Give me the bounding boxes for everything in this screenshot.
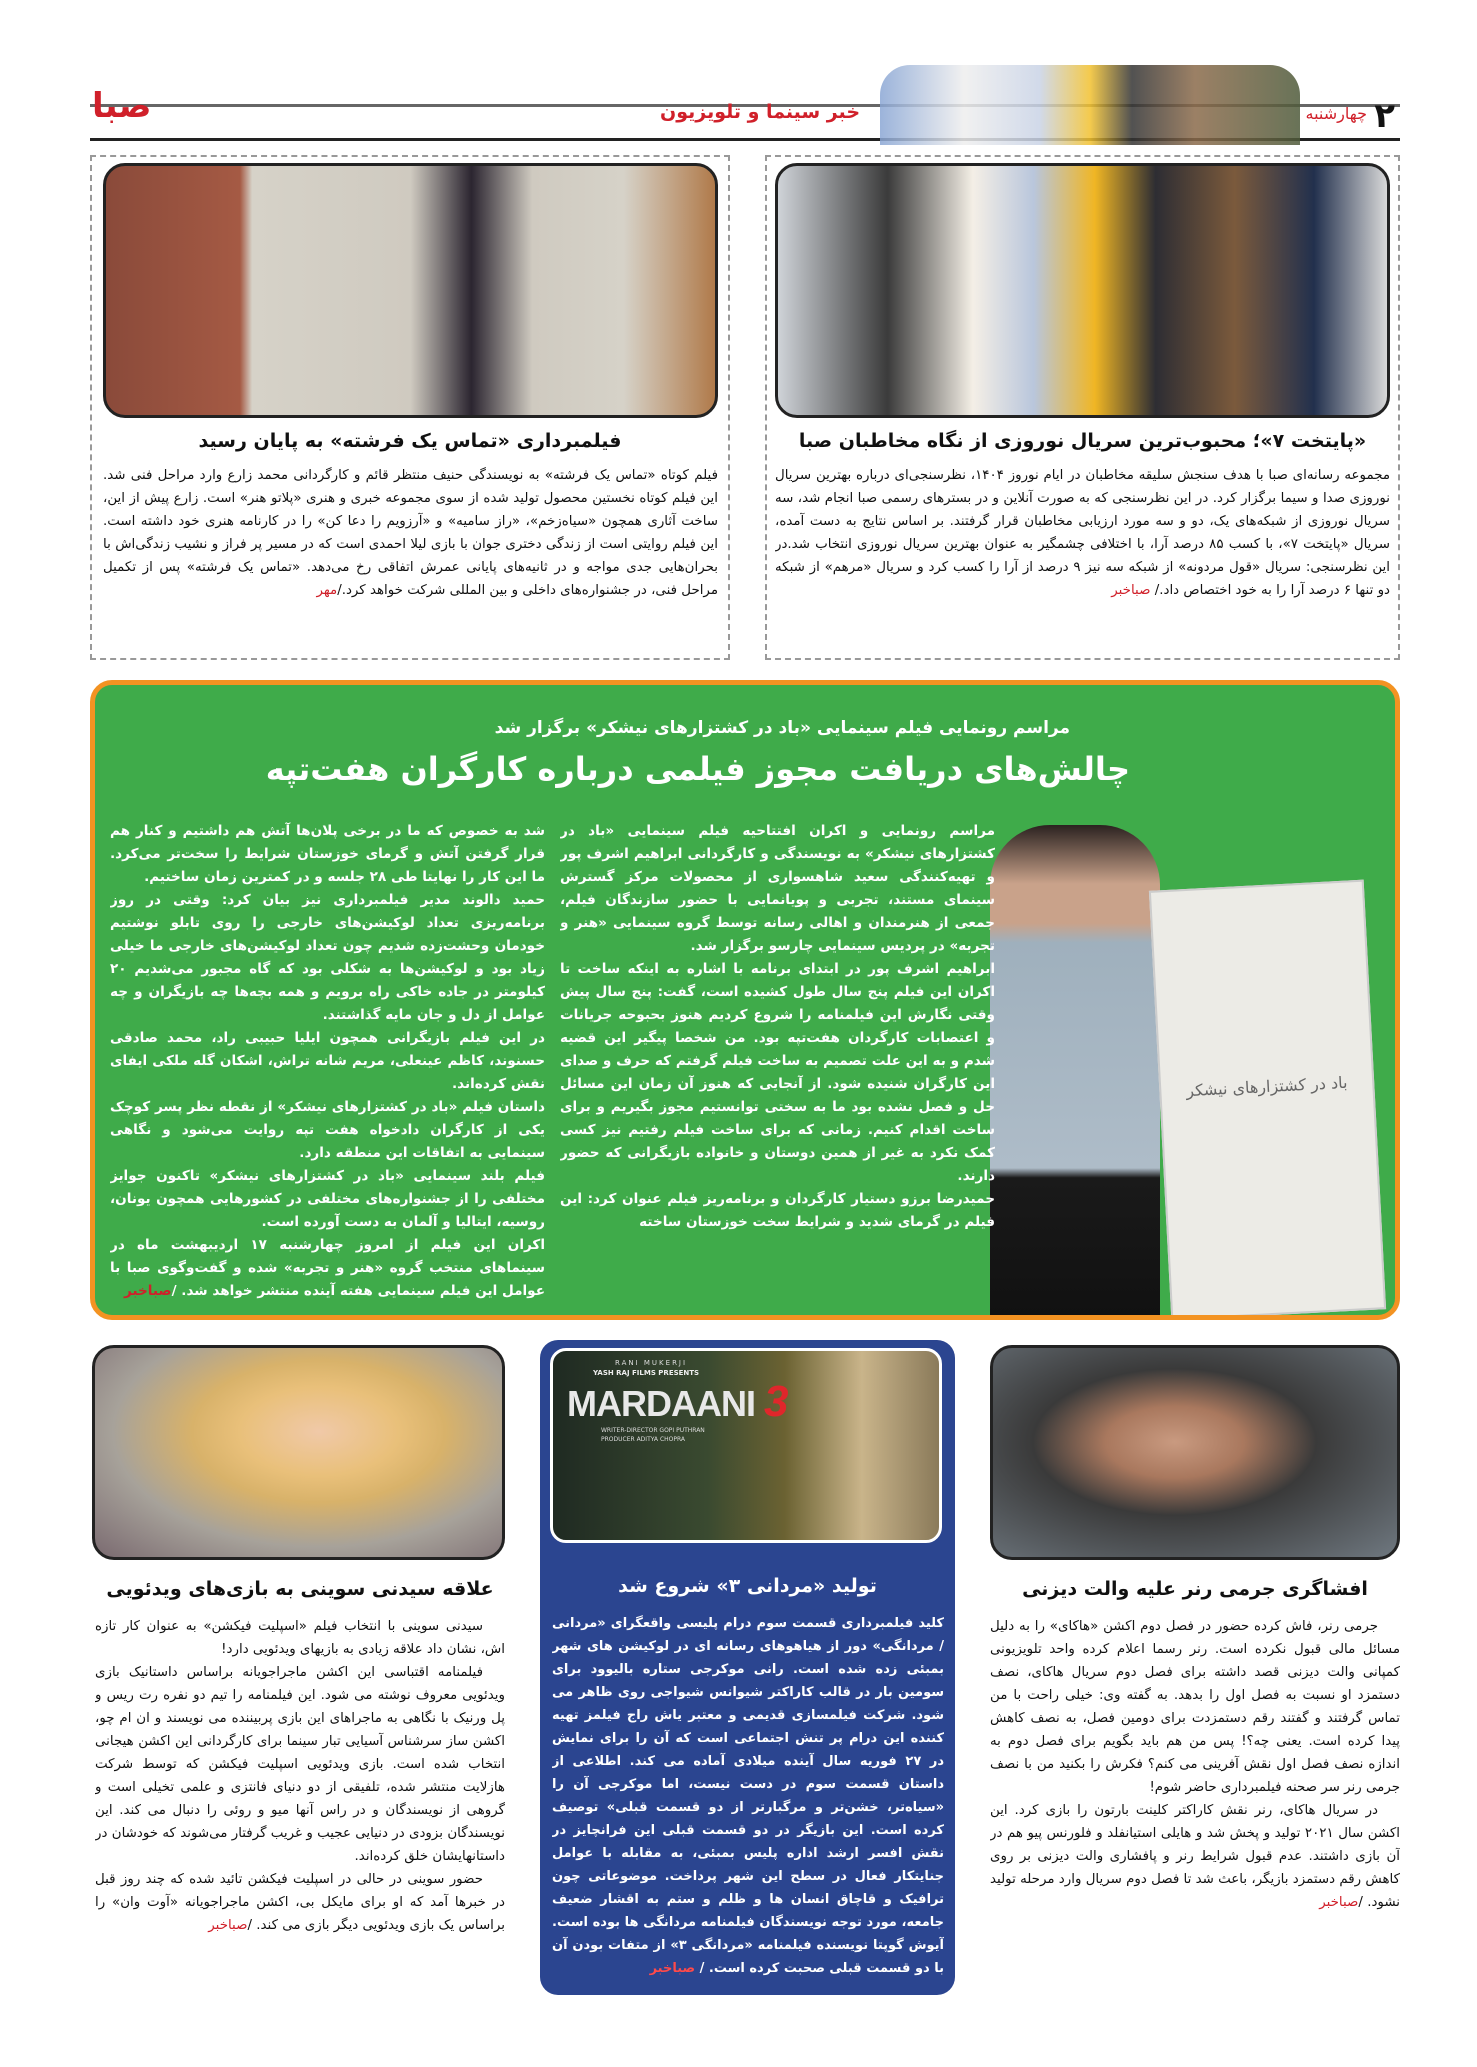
article-text: فیلم کوتاه «تماس یک فرشته» به نویسندگی حنیف منتظر قائم و کارگردانی محمد زارع وارد مراحل فنی شد. این فیلم کوتاه نخستین محصول تولید شده از سوی مجموعه خبری و هنری «پلاتو هنر» است. زارع پیش از این، ساخت آثاری همچون «سیاه‌زخم»، «راز سامیه» و «آرزویم را دعا کن» را در کارنامه هنری خود داشته است. این فیلم روایتی است از زندگی دختری جوان با بازی لیلا احمدی است که در مسیر پر فراز و نشیب زندگی‌اش با بحران‌هایی جدی مواجه و در ثانیه‌های پایانی عمرش اتفاقی رخ می‌دهد. «تماس یک فرشته» پس از تکمیل مراحل فنی، در جشنواره‌های داخلی و بین المللی شرکت خواهد کرد./ <box>103 468 718 598</box>
article-source: مهر <box>316 583 338 598</box>
mardaani-poster <box>550 1348 942 1543</box>
article-headline: افشاگری جرمی رنر علیه والت دیزنی <box>1022 1578 1368 1600</box>
feature-column-left <box>110 820 545 1310</box>
poster-studio: YASH RAJ FILMS PRESENTS <box>593 1369 700 1377</box>
article-source: صباخبر <box>1319 1895 1359 1910</box>
article-headline: تولید «مردانی ۳» شروع شد <box>618 1575 877 1597</box>
section-title: خبر سینما و تلویزیون <box>660 101 861 123</box>
feature-box <box>90 680 1400 1320</box>
article-headline: «پایتخت ۷»؛ محبوب‌ترین سریال نوروزی از نگاه مخاطبان صبا <box>798 430 1367 452</box>
feature-paragraph: فیلم بلند سینمایی «باد در کشتزارهای نیشکر» تاکنون جوایز مختلفی را از جشنواره‌های مختلفی در کشورهایی همچون یونان، روسیه، ایتالیا و آلمان به دست آورده است. <box>110 1168 545 1230</box>
article-body <box>95 1615 505 2000</box>
poster-director: WRITER-DIRECTOR GOPI PUTHRAN <box>601 1427 705 1434</box>
article-source: صباخبر <box>649 1961 696 1976</box>
poster-star: RANI MUKERJI <box>615 1359 688 1367</box>
feature-paragraph: حمید دالوند مدیر فیلمبرداری نیز بیان کرد: وقتی در روز برنامه‌ریزی تعداد لوکیشن‌های خارجی را روی تابلو نوشتیم خودمان وحشت‌زده شدیم چون تعداد لوکیشن‌های خارجی ما خیلی زیاد بود و لوکیشن‌ها به شکلی بود که گاه مجبور می‌شدیم ۲۰ کیلومتر در جاده خاکی راه برویم و همه بچه‌ها چه بازیگران و چه عوامل از دل و جان مایه گذاشتند. <box>110 892 545 1023</box>
feature-paragraph: مراسم رونمایی و اکران افتتاحیه فیلم سینمایی «باد در کشتزارهای نیشکر» به نویسندگی و کارگردانی ابراهیم اشرف پور و تهیه‌کنندگی سعید شاهسواری از محصولات مرکز گسترش سینمای مستند، تجربی و پویانمایی با حضور سازندگان فیلم، جمعی از هنرمندان و اهالی رسانه توسط گروه سینمایی «هنر و تجربه» در پردیس سینمایی چارسو برگزار شد. <box>560 823 995 954</box>
feature-paragraph: اکران این فیلم از امروز چهارشنبه ۱۷ اردیبهشت ماه در سینماهای منتخب گروه «هنر و تجربه» شده و گفت‌وگوی صبا با عوامل این فیلم سینمایی هفته آینده منتشر خواهد شد. / <box>110 1237 545 1299</box>
poster-producer: PRODUCER ADITYA CHOPRA <box>601 1436 686 1443</box>
feature-kicker: مراسم رونمایی فیلم سینمایی «باد در کشتزارهای نیشکر» برگزار شد <box>494 718 1070 738</box>
article-body <box>775 464 1390 654</box>
page-number: ۲ <box>1374 96 1395 136</box>
header-cast-photo <box>880 65 1300 145</box>
article-paragraph: سیدنی سوینی با انتخاب فیلم «اسپلیت فیکشن» به عنوان کار تازه اش، نشان داد علاقه زیادی به بازیهای ویدئویی دارد! <box>95 1619 505 1657</box>
article-body <box>990 1615 1400 2000</box>
film-poster <box>1149 880 1386 1320</box>
angel-call-still-photo <box>103 163 718 418</box>
article-source: صباخبر <box>208 1918 248 1933</box>
feature-paragraph: شد به خصوص که ما در برخی پلان‌ها آتش هم داشتیم و کنار هم قرار گرفتن آتش و گرمای خوزستان شرایط را سخت‌تر می‌کرد. ما این کار را نهایتا طی ۲۸ جلسه و در کمترین زمان ساختیم. <box>110 823 545 885</box>
sydney-sweeney-photo <box>92 1345 505 1560</box>
poster-title <box>567 1377 787 1427</box>
article-paragraph: در سریال هاکای، رنر نقش کاراکتر کلینت بارتون را بازی کرد. این اکشن سال ۲۰۲۱ تولید و پخش شد و هایلی استیانفلد و فلورنس پیو هم در آن بازی داشتند. عدم قبول شرایط رنر و پافشاری والت دیزنی بر روی کاهش رقم دستمزد بازیگر، باعث شد تا فصل دوم سریال وارد مرحله تولید نشود. / <box>990 1803 1400 1910</box>
article-paragraph: فیلمنامه اقتباسی این اکشن ماجراجویانه براساس داستانیک بازی ویدئویی معروف نوشته می شود. این فیلمنامه را تیم دو نفره رت ریس و پل ورنیک با نگاهی به ماجراهای این بازی پربیننده می نویسند و ان ام چو، اکشن ساز سرشناس آسیایی تبار سینما برای کارگردانی این اکشن هیجانی انتخاب شده است. بازی ویدئویی اسپلیت فیکشن که توسط شرکت هازلایت منتشر شده، تلفیقی از دو دنیای فانتزی و علمی تخیلی است و گروهی از نویسندگان و در راس آنها میو و روئی را دنبال می کند. این نویسندگان بزودی در دنیایی عجیب و غریب گرفتار می‌شوند که خودشان در داستانهایشان خلق کرده‌اند. <box>95 1665 505 1864</box>
newspaper-logo: صبا <box>92 86 152 126</box>
feature-paragraph: در این فیلم بازیگرانی همچون ایلیا حبیبی راد، محمد صادقی حسنوند، کاظم عینعلی، مریم شانه تراش، اشکان گله ملکی ایفای نقش کرده‌اند. <box>110 1030 545 1092</box>
article-source: صباخبر <box>1111 583 1151 598</box>
poster-title: باد در کشتزارهای نیشکر <box>1185 1072 1348 1101</box>
feature-paragraph: حمیدرضا برزو دستیار کارگردان و برنامه‌ریز فیلم عنوان کرد: این فیلم در گرمای شدید و شرایط سخت خوزستان ساخته <box>560 1191 995 1230</box>
mardaani-box <box>540 1340 955 1995</box>
jeremy-renner-photo <box>990 1345 1400 1560</box>
feature-paragraph: ابراهیم اشرف پور در ابتدای برنامه با اشاره به اینکه ساخت تا اکران این فیلم پنج سال طول کشیده است، گفت: پنج سال پیش وقتی نگارش این فیلمنامه را شروع کردیم هنوز بحبوحه جریانات و اعتصابات کارگردان هفت‌تپه بود. من شخصا پیگیر این قضیه شدم و به این علت تصمیم به ساخت فیلم گرفتم که حرف و صدای این کارگران شنیده شود. از آنجایی که هنوز آن زمان این مسائل حل و فصل نشده بود ما به سختی توانستیم مجوز بگیریم و برای ساخت اقدام کنیم. زمانی که برای ساخت فیلم رفتیم نیز کسی کمک نکرد به غیر از همین دوستان و خانواده بازیگرانی که حضور دارند. <box>560 961 995 1184</box>
article-text: مجموعه رسانه‌ای صبا با هدف سنجش سلیقه مخاطبان در ایام نوروز ۱۴۰۴، نظرسنجی‌ای درباره بهترین سریال نوروزی صدا و سیما برگزار کرد. در این نظرسنجی که به صورت آنلاین و در بسترهای رسمی صبا انجام شد، سه سریال نوروزی از شبکه‌های یک، دو و سه مورد ارزیابی مخاطبان قرار گرفتند. بر اساس نتایج به دست آمده، سریال «پایتخت ۷»، با کسب ۸۵ درصد آرا، با اختلافی چشمگیر به عنوان بهترین سریال نوروزی انتخاب شد.در این نظرسنجی: سریال «قول مردونه» از شبکه سه نیز ۹ درصد از آرا را کسب کرد و سریال «مرهم» از شبکه دو تنها ۶ درصد آرا را به خود اختصاص داد./ <box>775 468 1390 598</box>
article-text: کلید فیلمبرداری قسمت سوم درام پلیسی واقعگرای «مردانی / مردانگی» دور از هیاهوهای رسانه ای در لوکیشن های شهر بمبئی زده شده است. رانی موکرجی ستاره بالیوود برای سومین بار در قالب کاراکتر شیوانس شیواجی روی ظاهر می شود. شرکت فیلمسازی قدیمی و معتبر یاش راج فیلمز تهیه کننده این درام پر تنش اجتماعی است که آن را برای نمایش در ۲۷ فوریه سال آینده میلادی آماده می کند. اطلاعی از داستان قسمت سوم در دست نیست، اما موکرجی آن را «سیاه‌تر، خشن‌تر و مرگبارتر از دو قسمت قبلی» توصیف کرده است. این بازیگر در دو قسمت قبلی این فرانچایز در نقش افسر ارشد اداره پلیس بمبئی، به مقابله با عوامل جنایتکار فعال در سطح این شهر پرداخت. موضوعاتی چون ترافیک و قاچاق انسان ها و ظلم و ستم به اقشار ضعیف جامعه، مورد توجه نویسندگان فیلمنامه مردانگی ها بوده است. آیوش گوپتا نویسنده فیلمنامه «مردانگی ۳» از متفات بودن آن با دو قسمت قبلی صحبت کرده است. / <box>552 1616 944 1976</box>
article-paragraph: جرمی رنر، فاش کرده حضور در فصل دوم اکشن «هاکای» را به دلیل مسائل مالی قبول نکرده است. رنر رسما اعلام کرده واحد تلویزیونی کمپانی والت دیزنی قصد داشته برای فصل دوم سریال هاکای، نصف دستمزد او نسبت به فصل اول را بدهد. به گفته وی: خیلی راحت با من تماس گرفتند و گفتند رقم دستمزدت برای دومین فصل، به نصف کاهش پیدا کرده است. یعنی چه؟! پس من هم باید بگویم برای فصل دوم به اندازه نصف فصل اول نقش آفرینی می کنم؟ فکرش را بکنید من با نصف جرمی رنر سر صحنه فیلمبرداری حاضر شوم! <box>990 1619 1400 1795</box>
paytakht-cast-photo <box>775 163 1390 418</box>
article-body <box>103 464 718 654</box>
feature-headline: چالش‌های دریافت مجوز فیلمی درباره کارگران هفت‌تپه <box>265 750 1130 788</box>
article-body <box>552 1612 944 1987</box>
article-paragraph: حضور سوینی در حالی در اسپلیت فیکشن تائید شده که چند روز قبل در خبرها آمد که او برای مایکل بی، اکشن ماجراجویانه «آوت وان» را براساس یک بازی ویدئویی دیگر بازی می کند. / <box>95 1872 505 1933</box>
poster-title-text: MARDAANI <box>567 1383 755 1424</box>
feature-paragraph: داستان فیلم «باد در کشتزارهای نیشکر» از نقطه نظر پسر کوچک یکی از کارگران دادخواه هفت تپه روایت می‌شود و نگاهی سینمایی به اتفاقات این منطقه دارد. <box>110 1099 545 1161</box>
article-headline: فیلمبرداری «تماس یک فرشته» به پایان رسید <box>198 430 622 452</box>
issue-day: چهارشنبه <box>1305 104 1367 123</box>
feature-column-right <box>560 820 995 1310</box>
article-source: صباخبر <box>123 1283 172 1299</box>
director-photo <box>990 825 1160 1315</box>
poster-number: 3 <box>764 1377 788 1426</box>
article-headline: علاقه سیدنی سوینی به بازی‌های ویدئویی <box>106 1578 494 1600</box>
